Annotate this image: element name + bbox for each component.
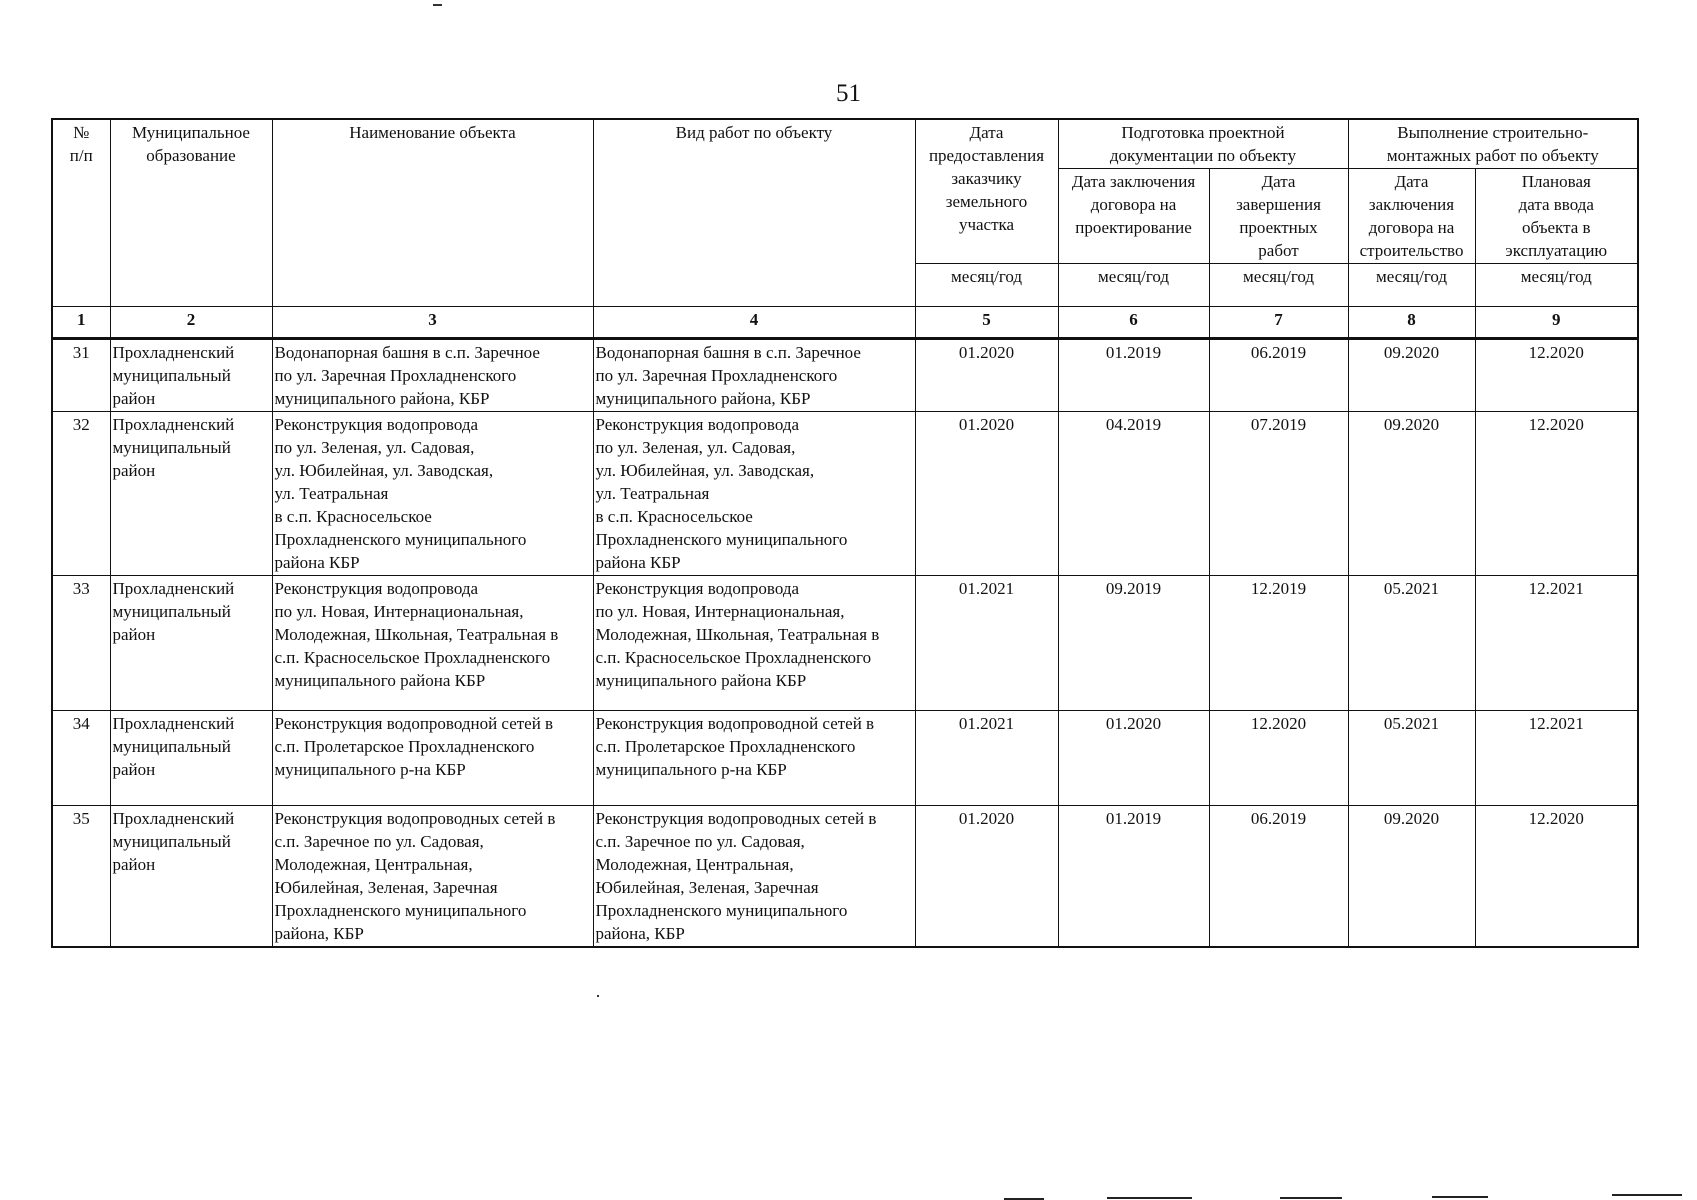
row-work-type: Реконструкция водопроводных сетей в с.п. Заречное по ул. Садовая, Молодежная, Центральная, Юбилейная, Зеленая, Заречная Прохладненского муниципального района, КБР xyxy=(593,806,915,948)
column-number: 9 xyxy=(1475,307,1638,339)
table-row xyxy=(52,576,1638,711)
row-construction-contract: 09.2020 xyxy=(1348,412,1475,576)
row-object-name: Реконструкция водопровода по ул. Новая, Интернациональная, Молодежная, Школьная, Театральная в с.п. Красносельское Прохладненского муниципального района КБР xyxy=(272,576,593,711)
row-construction-contract: 05.2021 xyxy=(1348,711,1475,806)
row-construction-contract: 09.2020 xyxy=(1348,806,1475,948)
row-design-complete: 06.2019 xyxy=(1209,339,1348,412)
row-work-type: Водонапорная башня в с.п. Заречное по ул. Заречная Прохладненского муниципального района, КБР xyxy=(593,339,915,412)
scan-line xyxy=(1107,1197,1192,1199)
row-construction-contract: 05.2021 xyxy=(1348,576,1475,711)
scan-line xyxy=(1612,1194,1682,1196)
column-number: 7 xyxy=(1209,307,1348,339)
row-work-type: Реконструкция водопровода по ул. Новая, Интернациональная, Молодежная, Школьная, Театральная в с.п. Красносельское Прохладненского муниципального района КБР xyxy=(593,576,915,711)
header-work-type: Вид работ по объекту xyxy=(593,119,915,307)
projects-table xyxy=(51,118,1639,948)
table-row xyxy=(52,711,1638,806)
row-commissioning: 12.2020 xyxy=(1475,339,1638,412)
scan-mark xyxy=(433,4,442,6)
unit-label: месяц/год xyxy=(1348,264,1475,307)
row-municipality: Прохладненский муниципальный район xyxy=(110,576,272,711)
row-construction-contract: 09.2020 xyxy=(1348,339,1475,412)
table-row xyxy=(52,806,1638,948)
header-design-contract: Дата заключения договора на проектирование xyxy=(1058,169,1209,264)
row-municipality: Прохладненский муниципальный район xyxy=(110,806,272,948)
row-commissioning: 12.2020 xyxy=(1475,412,1638,576)
header-commissioning: Плановая дата ввода объекта в эксплуатацию xyxy=(1475,169,1638,264)
row-land-date: 01.2021 xyxy=(915,576,1058,711)
row-number: 35 xyxy=(52,806,110,948)
column-number: 1 xyxy=(52,307,110,339)
row-design-contract: 04.2019 xyxy=(1058,412,1209,576)
column-number: 8 xyxy=(1348,307,1475,339)
header-construction-contract: Дата заключения договора на строительство xyxy=(1348,169,1475,264)
row-number: 32 xyxy=(52,412,110,576)
row-commissioning: 12.2020 xyxy=(1475,806,1638,948)
row-object-name: Водонапорная башня в с.п. Заречное по ул. Заречная Прохладненского муниципального района, КБР xyxy=(272,339,593,412)
table-row xyxy=(52,339,1638,412)
row-municipality: Прохладненский муниципальный район xyxy=(110,412,272,576)
row-municipality: Прохладненский муниципальный район xyxy=(110,711,272,806)
column-number: 6 xyxy=(1058,307,1209,339)
row-work-type: Реконструкция водопровода по ул. Зеленая, ул. Садовая, ул. Юбилейная, ул. Заводская, ул. Театральная в с.п. Красносельское Прохладненского муниципального района КБР xyxy=(593,412,915,576)
unit-label: месяц/год xyxy=(915,264,1058,307)
row-land-date: 01.2020 xyxy=(915,412,1058,576)
row-design-complete: 12.2019 xyxy=(1209,576,1348,711)
column-number: 4 xyxy=(593,307,915,339)
header-municipality: Муниципальное образование xyxy=(110,119,272,307)
row-commissioning: 12.2021 xyxy=(1475,711,1638,806)
column-numbers-row xyxy=(52,307,1638,339)
column-number: 3 xyxy=(272,307,593,339)
row-design-contract: 09.2019 xyxy=(1058,576,1209,711)
column-number: 2 xyxy=(110,307,272,339)
row-work-type: Реконструкция водопроводной сетей в с.п. Пролетарское Прохладненского муниципального р-на КБР xyxy=(593,711,915,806)
header-design-group: Подготовка проектной документации по объекту xyxy=(1058,119,1348,169)
header-row-1 xyxy=(52,119,1638,169)
scan-line xyxy=(1280,1197,1342,1199)
table-row xyxy=(52,412,1638,576)
scan-dot xyxy=(597,995,599,997)
row-municipality: Прохладненский муниципальный район xyxy=(110,339,272,412)
row-design-contract: 01.2020 xyxy=(1058,711,1209,806)
row-land-date: 01.2021 xyxy=(915,711,1058,806)
header-land-date: Дата предоставления заказчику земельного участка xyxy=(915,119,1058,264)
row-commissioning: 12.2021 xyxy=(1475,576,1638,711)
header-design-complete: Дата завершения проектных работ xyxy=(1209,169,1348,264)
unit-label: месяц/год xyxy=(1209,264,1348,307)
scan-line xyxy=(1432,1196,1488,1198)
row-design-complete: 07.2019 xyxy=(1209,412,1348,576)
row-design-complete: 12.2020 xyxy=(1209,711,1348,806)
row-design-complete: 06.2019 xyxy=(1209,806,1348,948)
row-design-contract: 01.2019 xyxy=(1058,806,1209,948)
row-land-date: 01.2020 xyxy=(915,339,1058,412)
header-construction-group: Выполнение строительно- монтажных работ по объекту xyxy=(1348,119,1638,169)
row-number: 34 xyxy=(52,711,110,806)
unit-label: месяц/год xyxy=(1058,264,1209,307)
row-number: 33 xyxy=(52,576,110,711)
row-object-name: Реконструкция водопровода по ул. Зеленая, ул. Садовая, ул. Юбилейная, ул. Заводская, ул. Театральная в с.п. Красносельское Прохладненского муниципального района КБР xyxy=(272,412,593,576)
header-object-name: Наименование объекта xyxy=(272,119,593,307)
page-number: 51 xyxy=(836,80,861,107)
column-number: 5 xyxy=(915,307,1058,339)
row-land-date: 01.2020 xyxy=(915,806,1058,948)
header-no: № п/п xyxy=(52,119,110,307)
row-number: 31 xyxy=(52,339,110,412)
unit-label: месяц/год xyxy=(1475,264,1638,307)
row-object-name: Реконструкция водопроводной сетей в с.п. Пролетарское Прохладненского муниципального р-на КБР xyxy=(272,711,593,806)
row-object-name: Реконструкция водопроводных сетей в с.п. Заречное по ул. Садовая, Молодежная, Центральная, Юбилейная, Зеленая, Заречная Прохладненского муниципального района, КБР xyxy=(272,806,593,948)
row-design-contract: 01.2019 xyxy=(1058,339,1209,412)
